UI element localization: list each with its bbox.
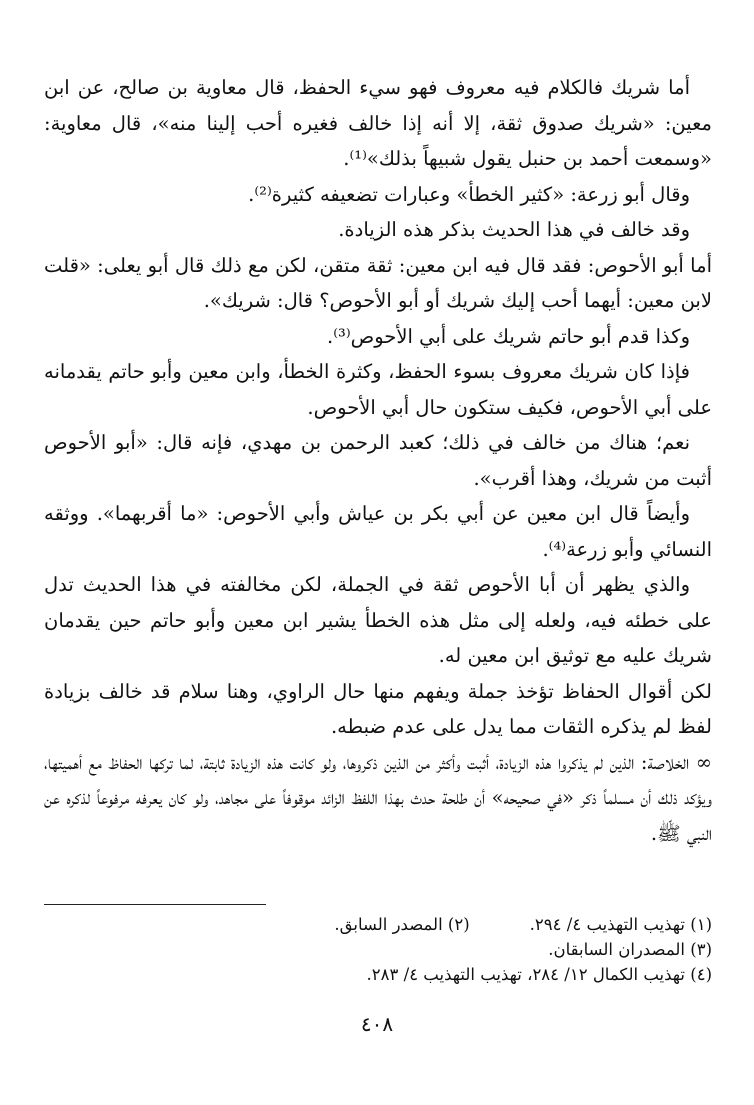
footnote-4: (٤) تهذيب الكمال ١٢/ ٢٨٤، تهذيب التهذيب ٤/ ٢٨٣. — [366, 965, 712, 984]
footnote-separator — [44, 904, 266, 905]
paragraph-summary: ∞ الخلاصة: الذين لم يذكروا هذه الزيادة، أثبت وأكثر من الذين ذكروها، ولو كانت هذه الزيادة ثابتة، لما تركها الحفاظ مع أهميتها، ويؤكد ذلك أن مسلماً ذكر «في صحيحه» أن طلحة حدث بهذا اللفظ الزائد موقوفاً على مجاهد، ولو كان يعرفه مرفوعاً لذكره عن النبي ﷺ. — [44, 750, 712, 845]
paragraph-sharik-dissent: وقد خالف في هذا الحديث بذكر هذه الزيادة. — [338, 218, 690, 241]
paragraph-huffaz: لكن أقوال الحفاظ تؤخذ جملة ويفهم منها حال الراوي، وهنا سلام قد خالف بزيادة لفظ لم يذكره الثقات مما يدل على عدم ضبطه. — [44, 679, 712, 738]
footnote-2: (٢) المصدر السابق. — [334, 915, 470, 934]
main-text — [44, 70, 712, 851]
footnote-row — [44, 937, 712, 962]
paragraph-comparison: فإذا كان شريك معروف بسوء الحفظ، وكثرة الخطأ، وابن معين وأبو حاتم يقدمانه على أبي الأحوص، فكيف ستكون حال أبي الأحوص. — [44, 360, 712, 419]
footnote-row — [44, 962, 712, 987]
paragraph-abul-ahwas: أما أبو الأحوص: فقد قال فيه ابن معين: ثقة متقن، لكن مع ذلك قال أبو يعلى: «قلت لابن معين: أيهما أحب إليك شريك أو أبو الأحوص؟ قال: شريك». — [44, 253, 712, 312]
paragraph-ibn-ayyash: وأيضاً قال ابن معين عن أبي بكر بن عياش وأبي الأحوص: «ما أقربهما». ووثقه النسائي وأبو زرعة⁽⁴⁾. — [44, 502, 712, 561]
footnotes — [44, 912, 712, 987]
footnote-1: (١) تهذيب التهذيب ٤/ ٢٩٤. — [529, 915, 712, 934]
paragraph-sharik-intro: أما شريك فالكلام فيه معروف فهو سيء الحفظ، قال معاوية بن صالح، عن ابن معين: «شريك صدوق ثقة، إلا أنه إذا خالف فغيره أحب إلينا منه»، قال معاوية: «وسمعت أحمد بن حنبل يقول شبيهاً بذلك»⁽¹⁾. — [44, 76, 712, 170]
paragraph-conclusion-narrator: والذي يظهر أن أبا الأحوص ثقة في الجملة، لكن مخالفته في هذا الحديث تدل على خطئه فيه، ولعله إلى مثل هذه الخطأ يشير ابن معين وأبو حاتم حين يقدمان شريك عليه مع توثيق ابن معين له. — [44, 573, 712, 667]
paragraph-abu-zura: وقال أبو زرعة: «كثير الخطأ» وعبارات تضعيفه كثيرة⁽²⁾. — [248, 182, 690, 206]
footnote-3: (٣) المصدران السابقان. — [548, 940, 712, 959]
footnote-row — [44, 912, 712, 937]
page-number: ٤٠٨ — [360, 1012, 394, 1036]
paragraph-abu-hatim: وكذا قدم أبو حاتم شريك على أبي الأحوص⁽³⁾. — [327, 324, 690, 348]
paragraph-ibn-mahdi: نعم؛ هناك من خالف في ذلك؛ كعبد الرحمن بن مهدي، فإنه قال: «أبو الأحوص أثبت من شريك، وهذا أقرب». — [44, 431, 712, 490]
